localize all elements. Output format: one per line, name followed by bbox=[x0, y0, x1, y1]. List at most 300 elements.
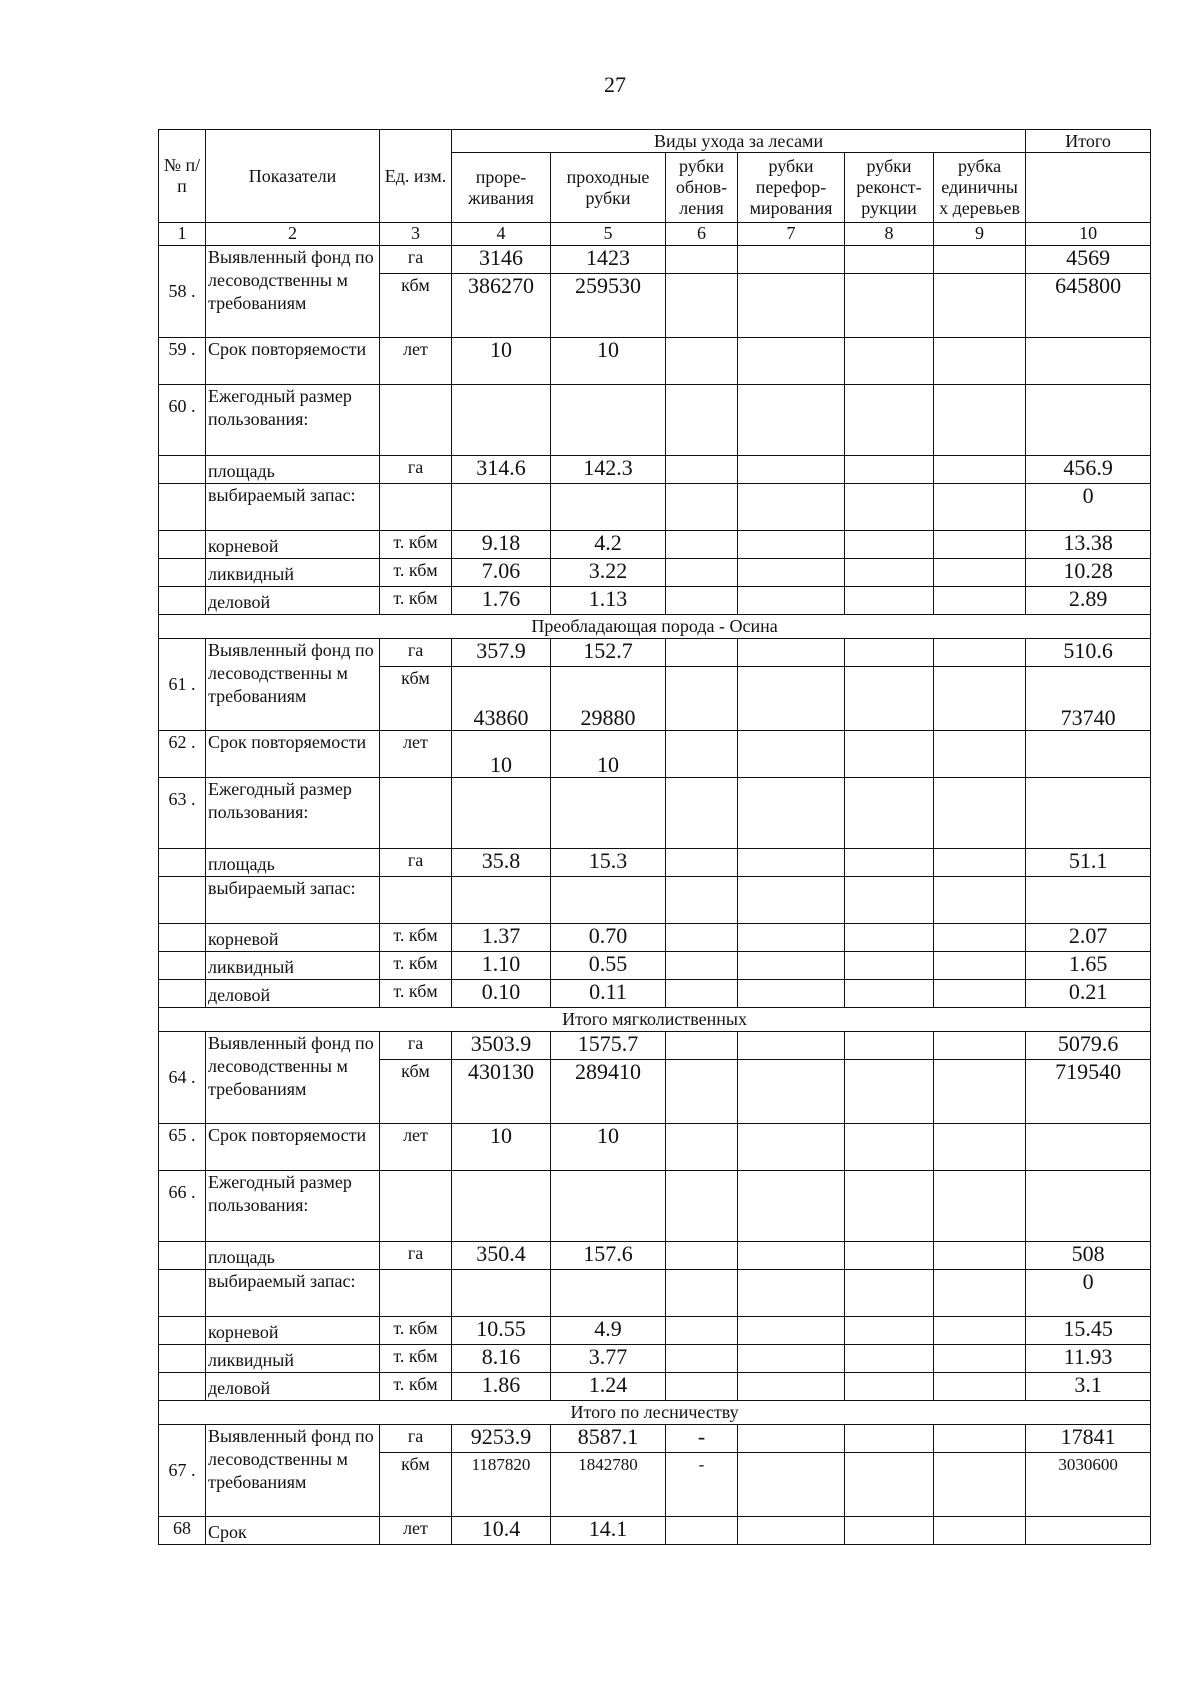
value-cell: 1.37 bbox=[452, 924, 551, 952]
value-cell: 3503.9 bbox=[452, 1032, 551, 1060]
empty-cell bbox=[738, 587, 845, 615]
empty-cell bbox=[845, 338, 934, 385]
unit-cell: га bbox=[380, 246, 452, 274]
row-number: 64 . bbox=[159, 1032, 206, 1124]
value-cell: 1.10 bbox=[452, 952, 551, 980]
empty-cell bbox=[738, 778, 845, 849]
column-number: 7 bbox=[738, 223, 845, 246]
header-type-reconstruction: рубки реконст-рукции bbox=[845, 153, 934, 223]
indicator-label: Выявленный фонд по лесоводственны м требованиям bbox=[206, 1032, 380, 1124]
row-number: 67 . bbox=[159, 1425, 206, 1517]
unit-cell: лет bbox=[380, 1517, 452, 1545]
unit-cell: га bbox=[380, 456, 452, 484]
unit-cell: лет bbox=[380, 1124, 452, 1171]
empty-cell bbox=[159, 531, 206, 559]
value-cell: 289410 bbox=[551, 1060, 666, 1124]
empty-cell bbox=[845, 1425, 934, 1453]
indicator-label: Выявленный фонд по лесоводственны м требованиям bbox=[206, 246, 380, 338]
empty-cell bbox=[666, 1317, 738, 1345]
value-cell: 357.9 bbox=[452, 639, 551, 667]
empty-cell bbox=[934, 1517, 1026, 1545]
empty-cell bbox=[380, 484, 452, 531]
empty-cell bbox=[380, 877, 452, 924]
empty-cell bbox=[159, 587, 206, 615]
value-cell: 157.6 bbox=[551, 1242, 666, 1270]
empty-cell bbox=[159, 1242, 206, 1270]
indicator-label: Ежегодный размер пользования: bbox=[206, 1171, 380, 1242]
unit-cell: т. кбм bbox=[380, 1373, 452, 1401]
header-number: № п/п bbox=[159, 130, 206, 223]
indicator-label: площадь bbox=[206, 456, 380, 484]
empty-cell bbox=[934, 1317, 1026, 1345]
empty-cell bbox=[738, 1453, 845, 1517]
empty-cell bbox=[845, 778, 934, 849]
empty-cell bbox=[934, 924, 1026, 952]
empty-cell bbox=[1026, 1124, 1151, 1171]
empty-cell bbox=[845, 484, 934, 531]
empty-cell bbox=[738, 952, 845, 980]
empty-cell bbox=[666, 1517, 738, 1545]
value-cell: 9.18 bbox=[452, 531, 551, 559]
empty-cell bbox=[666, 559, 738, 587]
total-cell: 645800 bbox=[1026, 274, 1151, 338]
empty-cell bbox=[666, 274, 738, 338]
empty-cell bbox=[666, 778, 738, 849]
value-cell: 4.9 bbox=[551, 1317, 666, 1345]
empty-cell bbox=[738, 1171, 845, 1242]
value-cell: 10 bbox=[551, 731, 666, 778]
total-cell: 17841 bbox=[1026, 1425, 1151, 1453]
indicator-label: Срок повторяемости bbox=[206, 1124, 380, 1171]
row-number: 68 bbox=[159, 1517, 206, 1545]
header-indicators: Показатели bbox=[206, 130, 380, 223]
indicator-label: выбираемый запас: bbox=[206, 484, 380, 531]
empty-cell bbox=[934, 456, 1026, 484]
total-cell: 3.1 bbox=[1026, 1373, 1151, 1401]
value-cell: 1187820 bbox=[452, 1453, 551, 1517]
empty-cell bbox=[738, 1270, 845, 1317]
unit-cell: кбм bbox=[380, 274, 452, 338]
empty-cell bbox=[159, 1345, 206, 1373]
header-care-types: Виды ухода за лесами bbox=[452, 130, 1026, 153]
empty-cell bbox=[738, 877, 845, 924]
header-type-renewal: рубки обнов-ления bbox=[666, 153, 738, 223]
empty-cell bbox=[380, 1171, 452, 1242]
empty-cell bbox=[159, 952, 206, 980]
empty-cell bbox=[934, 877, 1026, 924]
empty-cell bbox=[159, 877, 206, 924]
empty-cell bbox=[159, 1270, 206, 1317]
total-cell: 2.07 bbox=[1026, 924, 1151, 952]
value-cell: 1.86 bbox=[452, 1373, 551, 1401]
value-cell: 430130 bbox=[452, 1060, 551, 1124]
value-cell: 3146 bbox=[452, 246, 551, 274]
empty-cell bbox=[934, 980, 1026, 1008]
empty-cell bbox=[934, 531, 1026, 559]
section-title: Итого мягколиственных bbox=[159, 1008, 1151, 1032]
indicator-label: Срок bbox=[206, 1517, 380, 1545]
empty-cell bbox=[738, 924, 845, 952]
indicator-label: корневой bbox=[206, 924, 380, 952]
empty-cell bbox=[159, 559, 206, 587]
total-cell: 510.6 bbox=[1026, 639, 1151, 667]
empty-cell bbox=[934, 1060, 1026, 1124]
value-cell: 14.1 bbox=[551, 1517, 666, 1545]
indicator-label: выбираемый запас: bbox=[206, 877, 380, 924]
empty-cell bbox=[845, 1517, 934, 1545]
empty-cell bbox=[934, 1345, 1026, 1373]
empty-cell bbox=[934, 338, 1026, 385]
row-number: 62 . bbox=[159, 731, 206, 778]
empty-cell bbox=[1026, 385, 1151, 456]
empty-cell bbox=[845, 1453, 934, 1517]
empty-cell bbox=[845, 1171, 934, 1242]
value-cell: 8.16 bbox=[452, 1345, 551, 1373]
column-number: 1 bbox=[159, 223, 206, 246]
column-number: 5 bbox=[551, 223, 666, 246]
value-cell: 9253.9 bbox=[452, 1425, 551, 1453]
value-cell: 1575.7 bbox=[551, 1032, 666, 1060]
empty-cell bbox=[934, 667, 1026, 731]
indicator-label: деловой bbox=[206, 1373, 380, 1401]
empty-cell bbox=[1026, 1171, 1151, 1242]
indicator-label: Выявленный фонд по лесоводственны м требованиям bbox=[206, 1425, 380, 1517]
total-cell: 719540 bbox=[1026, 1060, 1151, 1124]
empty-cell bbox=[845, 1345, 934, 1373]
empty-cell bbox=[159, 849, 206, 877]
header-total-empty bbox=[1026, 153, 1151, 223]
value-cell: 1423 bbox=[551, 246, 666, 274]
empty-cell bbox=[738, 1425, 845, 1453]
empty-cell bbox=[738, 1345, 845, 1373]
unit-cell: кбм bbox=[380, 1060, 452, 1124]
row-number: 63 . bbox=[159, 778, 206, 849]
empty-cell bbox=[666, 587, 738, 615]
column-number: 9 bbox=[934, 223, 1026, 246]
total-cell: 10.28 bbox=[1026, 559, 1151, 587]
total-cell: 13.38 bbox=[1026, 531, 1151, 559]
unit-cell: т. кбм bbox=[380, 952, 452, 980]
value-cell: 15.3 bbox=[551, 849, 666, 877]
empty-cell bbox=[551, 1171, 666, 1242]
value-cell: 10.4 bbox=[452, 1517, 551, 1545]
total-cell: 73740 bbox=[1026, 667, 1151, 731]
empty-cell bbox=[845, 980, 934, 1008]
empty-cell bbox=[845, 1373, 934, 1401]
total-cell: 456.9 bbox=[1026, 456, 1151, 484]
indicator-label: Ежегодный размер пользования: bbox=[206, 385, 380, 456]
value-cell: 314.6 bbox=[452, 456, 551, 484]
row-number: 66 . bbox=[159, 1171, 206, 1242]
empty-cell bbox=[934, 639, 1026, 667]
empty-cell bbox=[159, 456, 206, 484]
section-title: Преобладающая порода - Осина bbox=[159, 615, 1151, 639]
empty-cell bbox=[845, 731, 934, 778]
empty-cell bbox=[452, 1171, 551, 1242]
empty-cell bbox=[738, 731, 845, 778]
empty-cell bbox=[666, 338, 738, 385]
unit-cell: т. кбм bbox=[380, 559, 452, 587]
column-number: 2 bbox=[206, 223, 380, 246]
empty-cell bbox=[934, 1270, 1026, 1317]
empty-cell bbox=[845, 246, 934, 274]
empty-cell bbox=[666, 1270, 738, 1317]
value-cell: 1842780 bbox=[551, 1453, 666, 1517]
empty-cell bbox=[666, 246, 738, 274]
empty-cell bbox=[738, 1060, 845, 1124]
empty-cell bbox=[666, 877, 738, 924]
header-unit: Ед. изм. bbox=[380, 130, 452, 223]
empty-cell bbox=[159, 980, 206, 1008]
value-cell: 259530 bbox=[551, 274, 666, 338]
empty-cell bbox=[738, 274, 845, 338]
value-cell: 1.76 bbox=[452, 587, 551, 615]
indicator-label: деловой bbox=[206, 980, 380, 1008]
value-cell: 4.2 bbox=[551, 531, 666, 559]
empty-cell bbox=[934, 484, 1026, 531]
value-cell: 43860 bbox=[452, 667, 551, 731]
empty-cell bbox=[738, 639, 845, 667]
empty-cell bbox=[551, 385, 666, 456]
unit-cell: т. кбм bbox=[380, 531, 452, 559]
empty-cell bbox=[1026, 731, 1151, 778]
empty-cell bbox=[845, 274, 934, 338]
empty-cell bbox=[845, 559, 934, 587]
total-cell: 1.65 bbox=[1026, 952, 1151, 980]
total-cell: 0 bbox=[1026, 1270, 1151, 1317]
empty-cell bbox=[1026, 338, 1151, 385]
empty-cell bbox=[934, 1032, 1026, 1060]
value-cell: 8587.1 bbox=[551, 1425, 666, 1453]
empty-cell bbox=[666, 639, 738, 667]
empty-cell bbox=[1026, 1517, 1151, 1545]
empty-cell bbox=[934, 1171, 1026, 1242]
row-number: 65 . bbox=[159, 1124, 206, 1171]
value-cell: 142.3 bbox=[551, 456, 666, 484]
value-cell: 0.11 bbox=[551, 980, 666, 1008]
empty-cell bbox=[666, 1171, 738, 1242]
empty-cell bbox=[666, 385, 738, 456]
empty-cell bbox=[666, 952, 738, 980]
empty-cell bbox=[934, 559, 1026, 587]
unit-cell: га bbox=[380, 1242, 452, 1270]
empty-cell bbox=[934, 1425, 1026, 1453]
empty-cell bbox=[666, 849, 738, 877]
empty-cell bbox=[551, 778, 666, 849]
value-cell: 10 bbox=[452, 1124, 551, 1171]
header-type-single-trees: рубка единичны х деревьев bbox=[934, 153, 1026, 223]
empty-cell bbox=[845, 587, 934, 615]
value-cell: 350.4 bbox=[452, 1242, 551, 1270]
indicator-label: Выявленный фонд по лесоводственны м требованиям bbox=[206, 639, 380, 731]
unit-cell: га bbox=[380, 1425, 452, 1453]
empty-cell bbox=[845, 1032, 934, 1060]
empty-cell bbox=[738, 1373, 845, 1401]
empty-cell bbox=[934, 952, 1026, 980]
total-cell: 3030600 bbox=[1026, 1453, 1151, 1517]
header-type-reformation: рубки перефор-мирования bbox=[738, 153, 845, 223]
empty-cell bbox=[738, 1317, 845, 1345]
value-cell: 0.10 bbox=[452, 980, 551, 1008]
empty-cell bbox=[934, 849, 1026, 877]
empty-cell bbox=[452, 385, 551, 456]
empty-cell bbox=[1026, 778, 1151, 849]
empty-cell bbox=[159, 1317, 206, 1345]
indicator-label: корневой bbox=[206, 531, 380, 559]
empty-cell bbox=[934, 274, 1026, 338]
header-total: Итого bbox=[1026, 130, 1151, 153]
column-number: 6 bbox=[666, 223, 738, 246]
empty-cell bbox=[738, 1032, 845, 1060]
value-cell: 152.7 bbox=[551, 639, 666, 667]
empty-cell bbox=[845, 1124, 934, 1171]
empty-cell bbox=[845, 952, 934, 980]
empty-cell bbox=[934, 1453, 1026, 1517]
indicator-label: корневой bbox=[206, 1317, 380, 1345]
empty-cell bbox=[159, 924, 206, 952]
empty-cell bbox=[934, 1242, 1026, 1270]
empty-cell bbox=[738, 385, 845, 456]
empty-cell bbox=[845, 456, 934, 484]
empty-cell bbox=[845, 1270, 934, 1317]
value-cell: 10 bbox=[452, 338, 551, 385]
empty-cell bbox=[845, 924, 934, 952]
value-cell: 0.70 bbox=[551, 924, 666, 952]
header-type-passage: проходные рубки bbox=[551, 153, 666, 223]
column-number: 4 bbox=[452, 223, 551, 246]
empty-cell bbox=[159, 1373, 206, 1401]
empty-cell bbox=[845, 1242, 934, 1270]
empty-cell bbox=[380, 385, 452, 456]
value-cell: - bbox=[666, 1425, 738, 1453]
empty-cell bbox=[666, 484, 738, 531]
unit-cell: га bbox=[380, 1032, 452, 1060]
empty-cell bbox=[738, 559, 845, 587]
indicator-label: ликвидный bbox=[206, 559, 380, 587]
empty-cell bbox=[452, 484, 551, 531]
value-cell: 35.8 bbox=[452, 849, 551, 877]
empty-cell bbox=[845, 1317, 934, 1345]
total-cell: 0.21 bbox=[1026, 980, 1151, 1008]
value-cell: 3.22 bbox=[551, 559, 666, 587]
total-cell: 15.45 bbox=[1026, 1317, 1151, 1345]
row-number: 61 . bbox=[159, 639, 206, 731]
empty-cell bbox=[845, 849, 934, 877]
value-cell: 1.24 bbox=[551, 1373, 666, 1401]
unit-cell: т. кбм bbox=[380, 587, 452, 615]
empty-cell bbox=[452, 1270, 551, 1317]
row-number: 60 . bbox=[159, 385, 206, 456]
empty-cell bbox=[738, 1124, 845, 1171]
empty-cell bbox=[666, 1242, 738, 1270]
forest-care-table bbox=[158, 129, 1151, 1545]
value-cell: 3.77 bbox=[551, 1345, 666, 1373]
total-cell: 51.1 bbox=[1026, 849, 1151, 877]
empty-cell bbox=[934, 587, 1026, 615]
indicator-label: площадь bbox=[206, 849, 380, 877]
empty-cell bbox=[666, 1032, 738, 1060]
empty-cell bbox=[934, 246, 1026, 274]
value-cell: 386270 bbox=[452, 274, 551, 338]
unit-cell: га bbox=[380, 849, 452, 877]
empty-cell bbox=[738, 667, 845, 731]
total-cell: 0 bbox=[1026, 484, 1151, 531]
empty-cell bbox=[666, 980, 738, 1008]
empty-cell bbox=[380, 1270, 452, 1317]
empty-cell bbox=[845, 639, 934, 667]
empty-cell bbox=[551, 484, 666, 531]
empty-cell bbox=[845, 667, 934, 731]
row-number: 58 . bbox=[159, 246, 206, 338]
empty-cell bbox=[738, 338, 845, 385]
value-cell: - bbox=[666, 1453, 738, 1517]
indicator-label: деловой bbox=[206, 587, 380, 615]
empty-cell bbox=[551, 1270, 666, 1317]
empty-cell bbox=[666, 1060, 738, 1124]
empty-cell bbox=[666, 667, 738, 731]
total-cell: 11.93 bbox=[1026, 1345, 1151, 1373]
page-number: 27 bbox=[604, 72, 626, 97]
total-cell: 2.89 bbox=[1026, 587, 1151, 615]
empty-cell bbox=[845, 1060, 934, 1124]
indicator-label: площадь bbox=[206, 1242, 380, 1270]
empty-cell bbox=[738, 246, 845, 274]
empty-cell bbox=[738, 980, 845, 1008]
unit-cell: кбм bbox=[380, 1453, 452, 1517]
empty-cell bbox=[551, 877, 666, 924]
value-cell: 0.55 bbox=[551, 952, 666, 980]
empty-cell bbox=[738, 531, 845, 559]
empty-cell bbox=[159, 484, 206, 531]
indicator-label: Срок повторяемости bbox=[206, 338, 380, 385]
value-cell: 10 bbox=[551, 1124, 666, 1171]
unit-cell: т. кбм bbox=[380, 1317, 452, 1345]
empty-cell bbox=[1026, 877, 1151, 924]
empty-cell bbox=[666, 924, 738, 952]
empty-cell bbox=[666, 1124, 738, 1171]
empty-cell bbox=[738, 456, 845, 484]
indicator-label: выбираемый запас: bbox=[206, 1270, 380, 1317]
unit-cell: кбм bbox=[380, 667, 452, 731]
empty-cell bbox=[845, 877, 934, 924]
empty-cell bbox=[380, 778, 452, 849]
total-cell: 508 bbox=[1026, 1242, 1151, 1270]
empty-cell bbox=[934, 778, 1026, 849]
empty-cell bbox=[934, 1124, 1026, 1171]
row-number: 59 . bbox=[159, 338, 206, 385]
empty-cell bbox=[666, 1345, 738, 1373]
empty-cell bbox=[452, 778, 551, 849]
empty-cell bbox=[934, 385, 1026, 456]
column-number: 8 bbox=[845, 223, 934, 246]
empty-cell bbox=[934, 1373, 1026, 1401]
unit-cell: т. кбм bbox=[380, 924, 452, 952]
value-cell: 7.06 bbox=[452, 559, 551, 587]
empty-cell bbox=[666, 531, 738, 559]
empty-cell bbox=[738, 484, 845, 531]
empty-cell bbox=[738, 1517, 845, 1545]
unit-cell: т. кбм bbox=[380, 1345, 452, 1373]
column-number: 10 bbox=[1026, 223, 1151, 246]
unit-cell: т. кбм bbox=[380, 980, 452, 1008]
empty-cell bbox=[666, 1373, 738, 1401]
unit-cell: лет bbox=[380, 338, 452, 385]
total-cell: 4569 bbox=[1026, 246, 1151, 274]
value-cell: 10 bbox=[551, 338, 666, 385]
unit-cell: лет bbox=[380, 731, 452, 778]
empty-cell bbox=[738, 849, 845, 877]
empty-cell bbox=[845, 531, 934, 559]
